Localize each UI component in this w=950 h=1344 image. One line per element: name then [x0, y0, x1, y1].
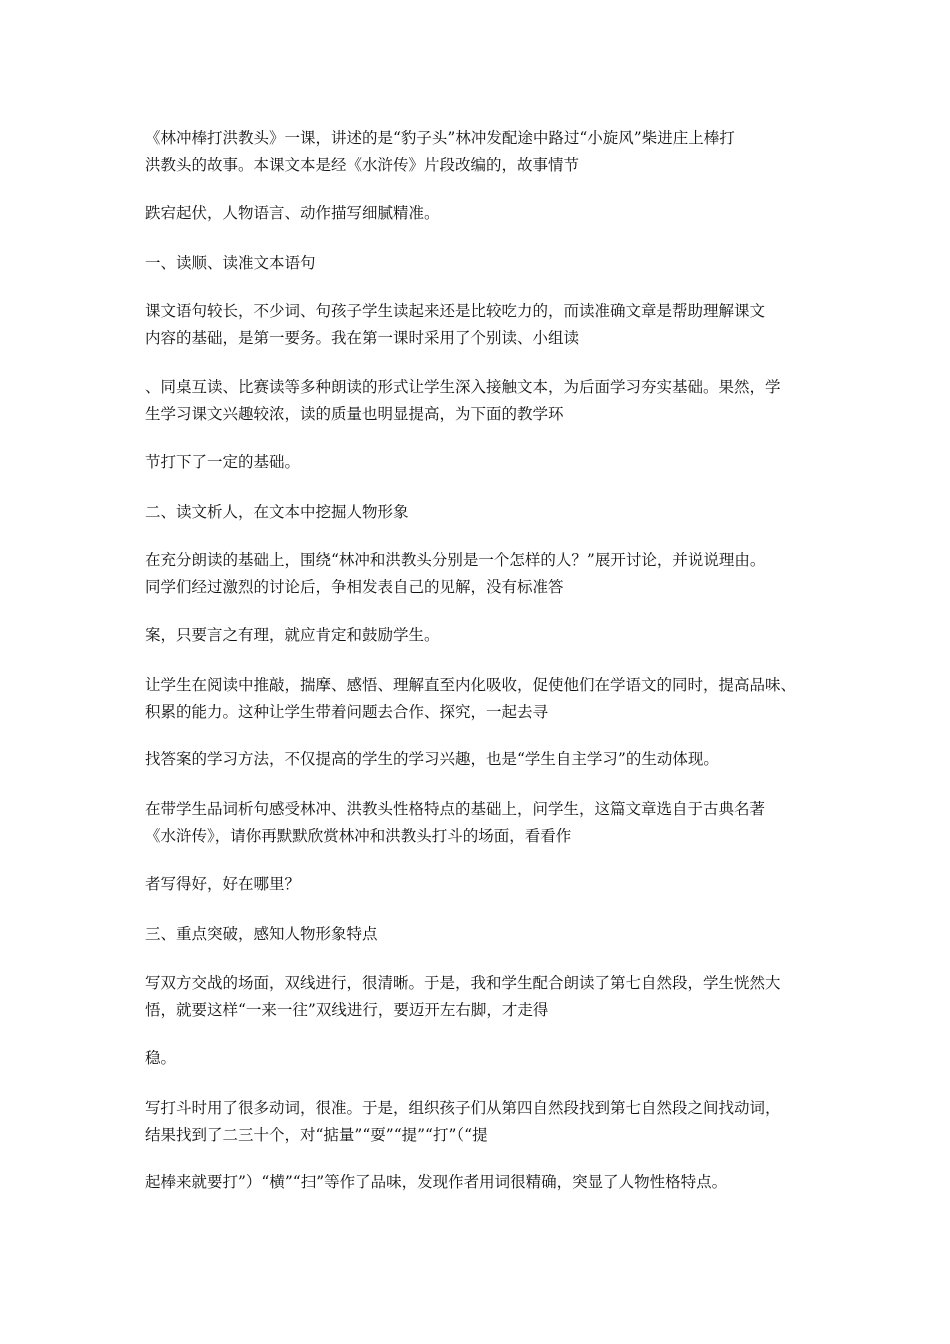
text-line: 洪教头的故事。本课文本是经《水浒传》片段改编的，故事情节: [145, 156, 580, 174]
text-line: 写打斗时用了很多动词，很准。于是，组织孩子们从第四自然段找到第七自然段之间找动词，: [145, 1099, 781, 1117]
paragraph: [145, 1095, 815, 1149]
text-line: 起棒来就要打”）“横”“扫”等作了品味，发现作者用词很精确，突显了人物性格特点。: [145, 1173, 728, 1191]
text-line: 者写得好，好在哪里？: [145, 875, 301, 893]
section-heading-2: [145, 499, 815, 526]
text-line: 三、重点突破，感知人物形象特点: [145, 925, 378, 943]
text-line: 跌宕起伏，人物语言、动作描写细腻精准。: [145, 204, 440, 222]
text-line: 结果找到了二三十个，对“掂量”“耍”“提”“打”（“提: [145, 1126, 488, 1144]
section-heading-1: [145, 250, 815, 277]
text-line: 案，只要言之有理，就应肯定和鼓励学生。: [145, 626, 440, 644]
paragraph: [145, 449, 815, 476]
paragraph: [145, 298, 815, 352]
text-line: 节打下了一定的基础。: [145, 453, 301, 471]
paragraph: [145, 871, 815, 898]
paragraph: [145, 1045, 815, 1072]
text-line: 在带学生品词析句感受林冲、洪教头性格特点的基础上，问学生，这篇文章选自于古典名著: [145, 800, 766, 818]
text-line: 同学们经过激烈的讨论后，争相发表自己的见解，没有标准答: [145, 578, 564, 596]
paragraph-intro: [145, 125, 815, 179]
paragraph: [145, 622, 815, 649]
text-line: 写双方交战的场面，双线进行，很清晰。于是，我和学生配合朗读了第七自然段，学生恍然大: [145, 974, 781, 992]
text-line: 稳。: [145, 1049, 177, 1067]
paragraph: [145, 970, 815, 1024]
text-line: 让学生在阅读中推敲，揣摩、感悟、理解直至内化吸收，促使他们在学语文的同时，提高品味、: [145, 676, 797, 694]
paragraph: [145, 1169, 815, 1196]
text-line: 积累的能力。这种让学生带着问题去合作、探究，一起去寻: [145, 703, 549, 721]
section-heading-3: [145, 921, 815, 948]
text-line: 《水浒传》，请你再默默欣赏林冲和洪教头打斗的场面，看看作: [145, 827, 572, 845]
text-line: 生学习课文兴趣较浓，读的质量也明显提高，为下面的教学环: [145, 405, 564, 423]
text-line: 《林冲棒打洪教头》一课，讲述的是“豹子头”林冲发配途中路过“小旋风”柴进庄上棒打: [145, 129, 735, 147]
text-line: 内容的基础，是第一要务。我在第一课时采用了个别读、小组读: [145, 329, 580, 347]
paragraph: [145, 672, 815, 726]
text-line: 课文语句较长，不少词、句孩子学生读起来还是比较吃力的，而读准确文章是帮助理解课文: [145, 302, 766, 320]
paragraph: [145, 374, 815, 428]
text-line: 、同桌互读、比赛读等多种朗读的形式让学生深入接触文本，为后面学习夯实基础。果然，学: [145, 378, 781, 396]
paragraph: [145, 796, 815, 850]
text-line: 一、读顺、读准文本语句: [145, 254, 316, 272]
paragraph: [145, 746, 815, 773]
text-line: 找答案的学习方法，不仅提高的学生的学习兴趣，也是“学生自主学习”的生动体现。: [145, 750, 719, 768]
paragraph: [145, 200, 815, 227]
text-line: 在充分朗读的基础上，围绕“林冲和洪教头分别是一个怎样的人？”展开讨论，并说说理由。: [145, 551, 766, 569]
text-line: 悟，就要这样“一来一往”双线进行，要迈开左右脚，才走得: [145, 1001, 549, 1019]
text-line: 二、读文析人，在文本中挖掘人物形象: [145, 503, 409, 521]
paragraph: [145, 547, 815, 601]
